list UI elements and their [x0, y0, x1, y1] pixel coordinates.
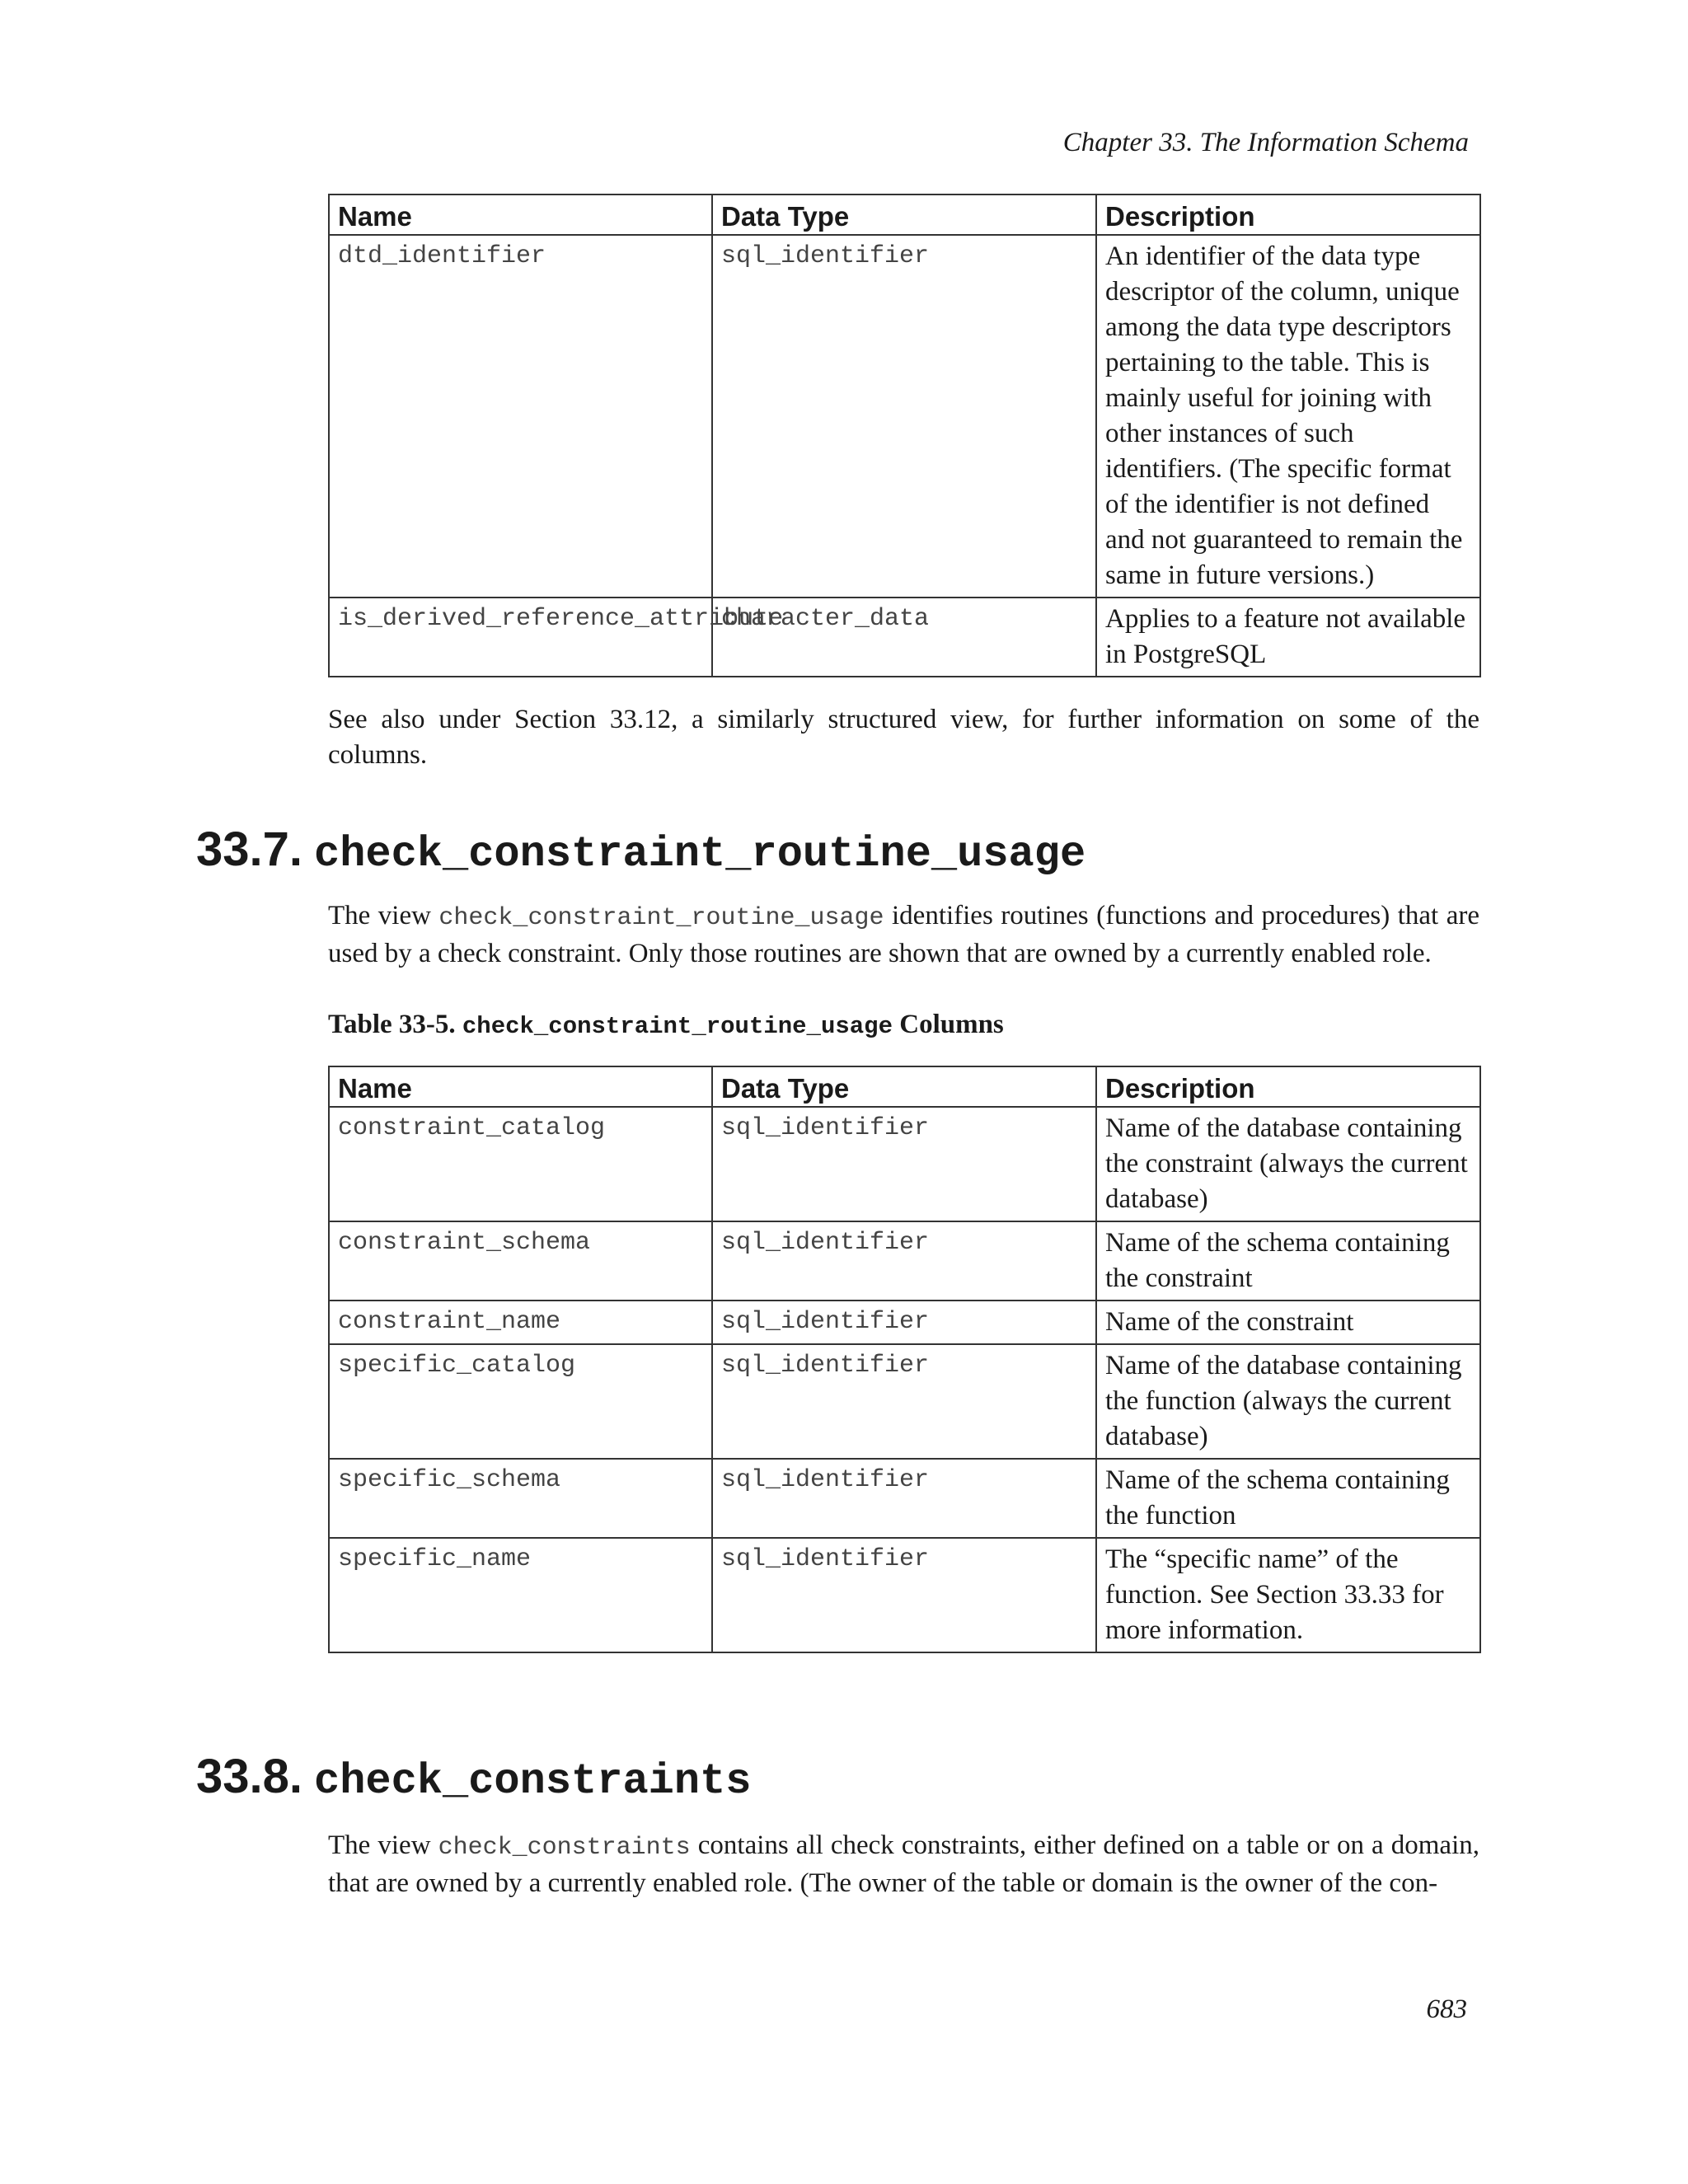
column-type: character_data [712, 598, 1096, 677]
column-name: specific_name [329, 1538, 712, 1652]
column-type: sql_identifier [712, 1301, 1096, 1344]
column-type: sql_identifier [712, 1344, 1096, 1459]
column-type: sql_identifier [712, 1221, 1096, 1301]
table-header-row [329, 194, 1480, 235]
column-name: is_derived_reference_attribute [329, 598, 712, 677]
column-description: Name of the constraint [1096, 1301, 1480, 1344]
column-description: Name of the schema containing the function [1096, 1459, 1480, 1538]
column-description: The “specific name” of the function. See Section 33.33 for more information. [1096, 1538, 1480, 1652]
section-title: check_constraint_routine_usage [314, 830, 1086, 879]
table-row [329, 1301, 1480, 1344]
column-type: sql_identifier [712, 235, 1096, 598]
table-row [329, 1221, 1480, 1301]
column-name: specific_catalog [329, 1344, 712, 1459]
page-number: 683 [1426, 1994, 1467, 2024]
table-row [329, 235, 1480, 598]
columns-table-33-5 [328, 1066, 1481, 1653]
column-description: An identifier of the data type descriptor of the column, unique among the data type descriptors pertaining to the table. This is mainly useful for joining with other instances of such identifiers. (The specific format of the identifier is not defined and not guaranteed to remain the same in future versions.) [1096, 235, 1480, 598]
column-name: constraint_name [329, 1301, 712, 1344]
column-type: sql_identifier [712, 1459, 1096, 1538]
columns-table-continued [328, 194, 1481, 677]
section-number: 33.8. [196, 1750, 302, 1803]
table-row [329, 1538, 1480, 1652]
caption-code: check_constraint_routine_usage [462, 1013, 893, 1040]
header-name: Name [329, 1066, 712, 1107]
column-type: sql_identifier [712, 1107, 1096, 1221]
table-header-row [329, 1066, 1480, 1107]
view-name-code: check_constraint_routine_usage [438, 904, 884, 932]
table-row [329, 1107, 1480, 1221]
column-name: dtd_identifier [329, 235, 712, 598]
intro-text: The view [328, 1830, 438, 1860]
table-caption [328, 1010, 1004, 1040]
see-also-paragraph: See also under Section 33.12, a similarly structured view, for further information on some of the columns. [328, 705, 1479, 770]
section-intro-paragraph [328, 898, 1479, 972]
section-heading-33-7 [196, 821, 1085, 883]
table-row [329, 1344, 1480, 1459]
table-row [329, 598, 1480, 677]
column-description: Name of the database containing the constraint (always the current database) [1096, 1107, 1480, 1221]
header-description: Description [1096, 1066, 1480, 1107]
section-heading-33-8 [196, 1748, 752, 1811]
header-name: Name [329, 194, 712, 235]
intro-text: The view [328, 901, 439, 930]
section-title: check_constraints [314, 1757, 752, 1806]
header-description: Description [1096, 194, 1480, 235]
view-name-code: check_constraints [438, 1834, 691, 1862]
column-type: sql_identifier [712, 1538, 1096, 1652]
intro-text: identifies routines (functions and procedures) that are used by a check constraint. Only those routines are shown that are owned by a currently enabled role. [328, 901, 1479, 968]
caption-prefix: Table 33-5. [328, 1010, 462, 1039]
column-description: Applies to a feature not available in PostgreSQL [1096, 598, 1480, 677]
column-name: specific_schema [329, 1459, 712, 1538]
intro-text: contains all check constraints, either defined on a table or on a domain, that are owned by a currently enabled role. (The owner of the table or domain is the owner of the con- [328, 1830, 1480, 1898]
header-data-type: Data Type [712, 1066, 1096, 1107]
header-data-type: Data Type [712, 194, 1096, 235]
column-description: Name of the schema containing the constraint [1096, 1221, 1480, 1301]
section-intro-paragraph [328, 1828, 1479, 1901]
section-number: 33.7. [196, 823, 302, 876]
column-description: Name of the database containing the function (always the current database) [1096, 1344, 1480, 1459]
column-name: constraint_schema [329, 1221, 712, 1301]
running-header: Chapter 33. The Information Schema [1062, 128, 1469, 157]
column-name: constraint_catalog [329, 1107, 712, 1221]
caption-suffix: Columns [892, 1010, 1004, 1039]
table-row [329, 1459, 1480, 1538]
